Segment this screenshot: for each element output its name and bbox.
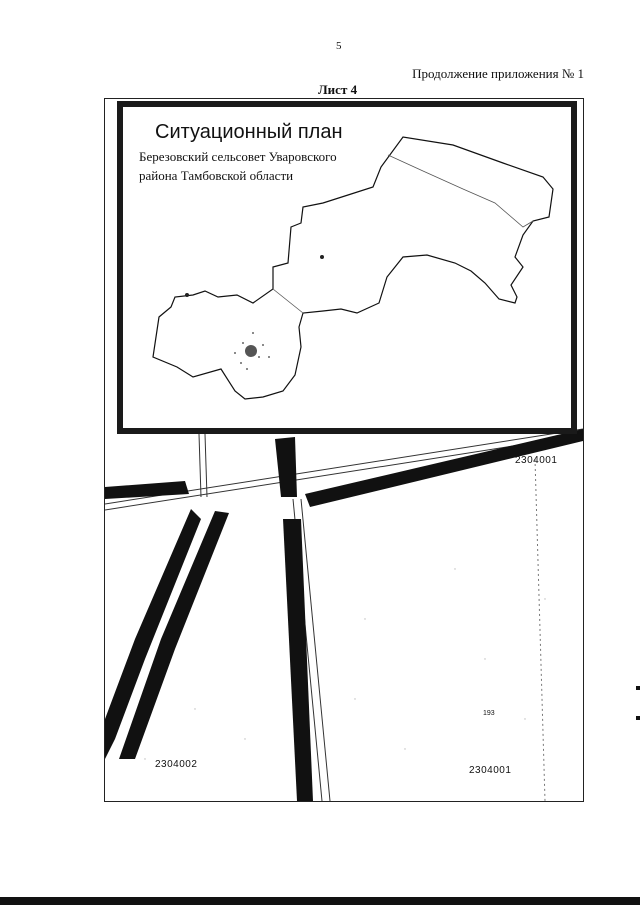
field-texture — [144, 568, 545, 759]
plot-number: 193 — [483, 710, 495, 717]
situational-plan-inset — [117, 101, 577, 434]
district-outline — [123, 107, 571, 428]
parcel-boundary — [535, 459, 545, 801]
scan-edge-mark — [636, 716, 640, 720]
parcel-label-2304001-top: 2304001 — [515, 455, 558, 466]
appendix-continuation-note: Продолжение приложения № 1 — [412, 66, 584, 81]
scan-bottom-bar — [0, 897, 640, 905]
scan-edge-mark — [636, 686, 640, 690]
inset-title: Ситуационный план — [155, 121, 343, 143]
inset-subtitle-line2: района Тамбовской области — [139, 168, 294, 183]
tree-belts — [105, 429, 583, 801]
sheet-label: Лист 4 — [318, 82, 358, 97]
parcel-label-2304001-bottom: 2304001 — [469, 765, 512, 776]
cadastral-map — [104, 98, 584, 802]
page-number: 5 — [336, 40, 342, 52]
field-boundary — [205, 434, 207, 497]
inset-subtitle-line1: Березовский сельсовет Уваровского — [139, 149, 337, 164]
parcel-label-2304002: 2304002 — [155, 759, 198, 770]
field-boundary — [199, 434, 201, 497]
